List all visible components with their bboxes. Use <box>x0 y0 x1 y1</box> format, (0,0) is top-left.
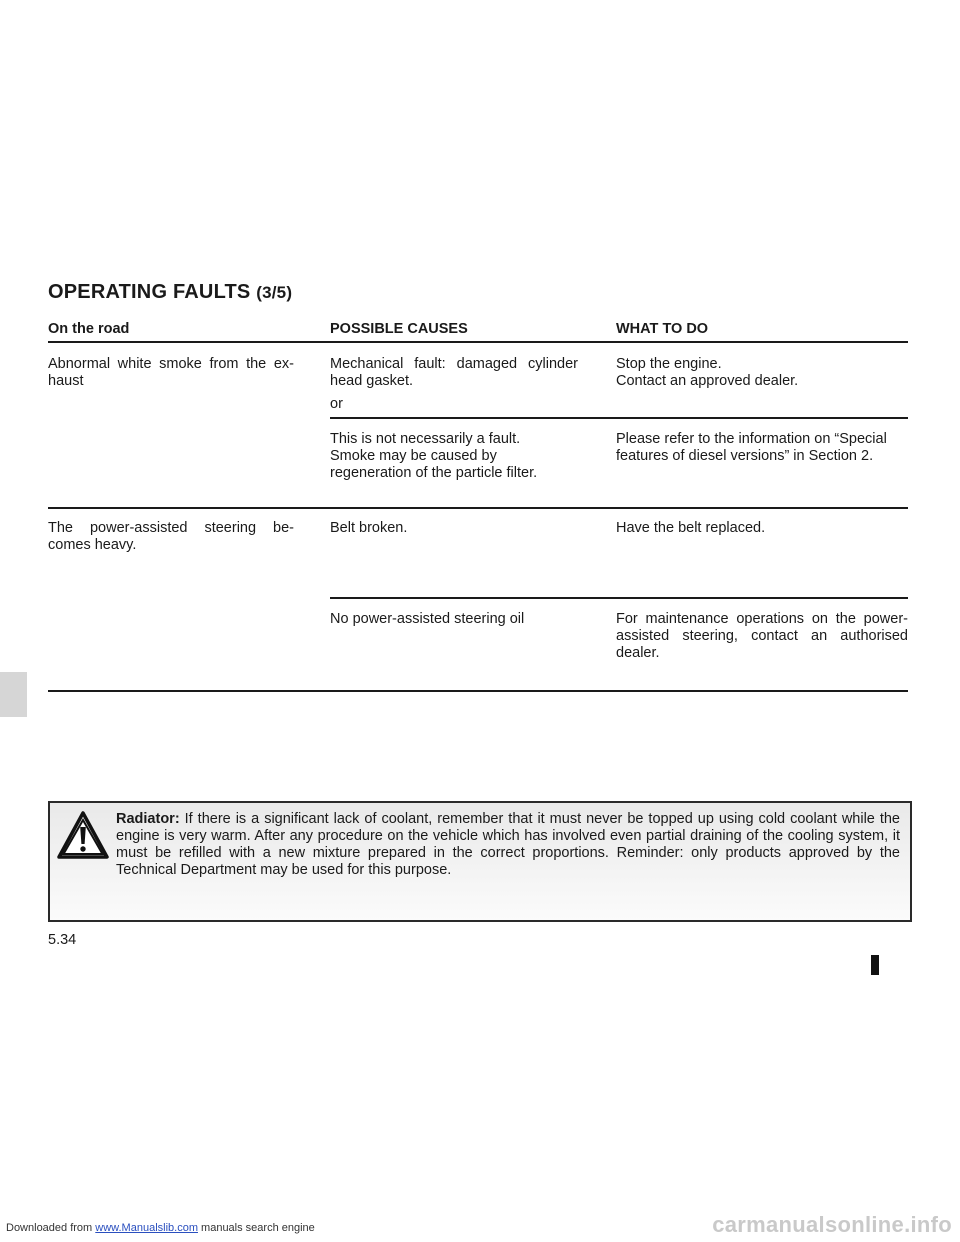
fault-1-action-2: Please refer to the information on “Special features of diesel versions” in Section 2. <box>616 431 887 464</box>
footer-prefix: Downloaded from <box>6 1222 96 1234</box>
fault-1-divider <box>48 507 908 509</box>
header-divider <box>48 341 908 343</box>
title-text: OPERATING FAULTS <box>48 281 251 303</box>
fault-2-action-2: For maintenance operations on the power- assisted steering, contact an authorised dealer. <box>616 611 908 661</box>
download-footer <box>6 1222 315 1234</box>
fault-1-or-separator: or <box>330 396 343 412</box>
fault-2-cause-2: No power-assisted steering oil <box>330 611 525 627</box>
fault-1-cause-1: Mechanical fault: damaged cylinder head gasket. <box>330 356 578 389</box>
warning-body: If there is a significant lack of coolant, remember that it must never be topped up using cold coolant while the engine is very warm. After any procedure on the vehicle which has involved even partial draining of the cooling system, it must be refilled with a new mixture prepared in the correct proportions. Reminder: only products approved by the Technical Department may be used for this purpose. <box>116 811 900 878</box>
fault-2-cause-1: Belt broken. <box>330 520 408 536</box>
table-bottom-divider <box>48 690 908 692</box>
column-header-possible-causes: POSSIBLE CAUSES <box>330 321 468 337</box>
page-title <box>48 281 292 304</box>
fault-2-cause-divider <box>330 597 908 599</box>
fault-1-action-1: Stop the engine. Contact an approved dealer. <box>616 356 799 389</box>
radiator-warning-box <box>48 801 912 922</box>
warning-text <box>116 811 900 879</box>
section-end-marker <box>871 955 879 975</box>
fault-1-cause-2: This is not necessarily a fault. Smoke may be caused by regeneration of the particle filter. <box>330 431 538 481</box>
fault-1-symptom: Abnormal white smoke from the ex- haust <box>48 356 294 389</box>
warning-triangle-icon <box>57 810 109 860</box>
fault-1-cause-divider <box>330 417 908 419</box>
footer-suffix: manuals search engine <box>197 1222 315 1234</box>
page-number: 5.34 <box>48 932 77 948</box>
section-side-tab <box>0 672 27 717</box>
fault-2-symptom: The power-assisted steering be- comes heavy. <box>48 520 294 553</box>
column-header-on-the-road: On the road <box>48 321 130 337</box>
title-page-indicator: (3/5) <box>256 283 293 302</box>
site-watermark: carmanualsonline.info <box>712 1212 952 1237</box>
fault-2-action-1: Have the belt replaced. <box>616 520 766 536</box>
manualslib-link[interactable]: www.Manualslib.com <box>95 1222 198 1234</box>
column-header-what-to-do: WHAT TO DO <box>616 321 709 337</box>
warning-label: Radiator: <box>116 811 180 827</box>
